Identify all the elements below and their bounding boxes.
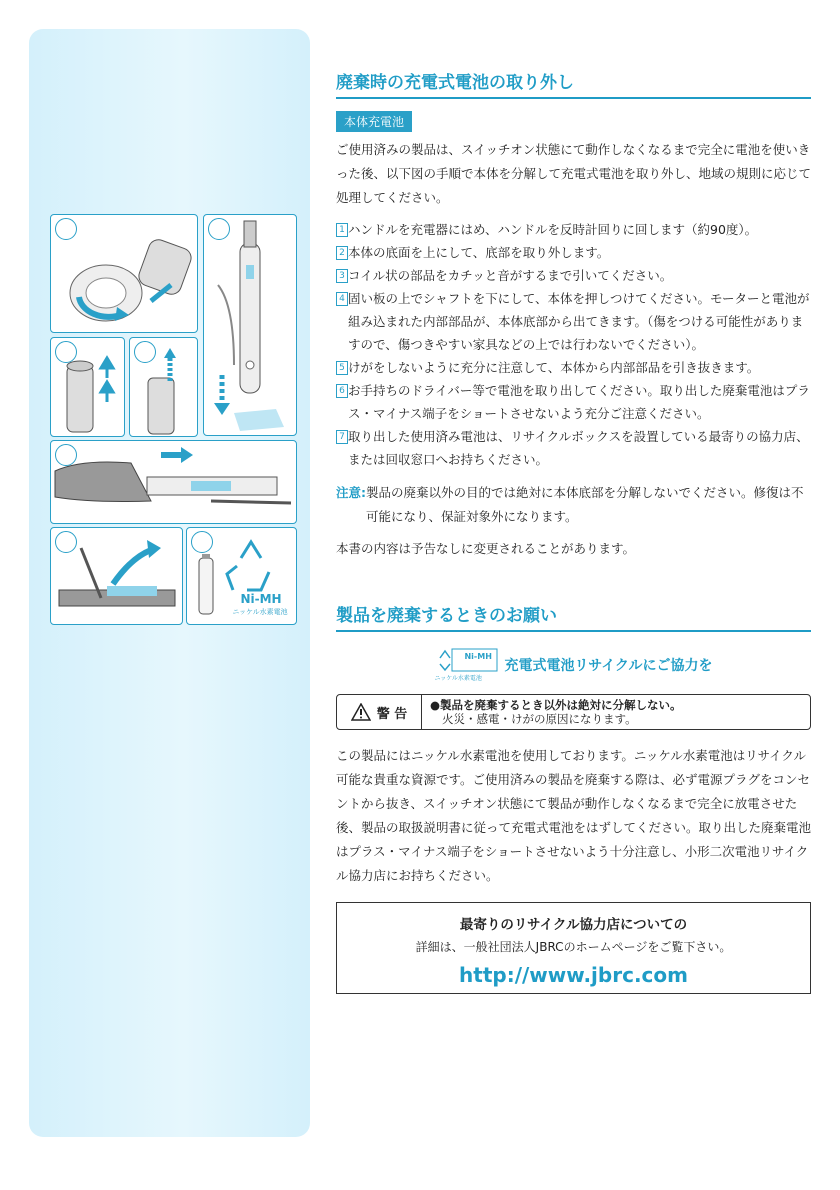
step-number: 5 <box>336 361 348 375</box>
warning-box <box>336 694 811 730</box>
list-item <box>336 264 811 287</box>
info-title: 最寄りのリサイクル協力店についての <box>459 917 688 933</box>
step-text: ハンドルを充電器にはめ、ハンドルを反時計回りに回します（約90度）。 <box>348 222 758 237</box>
step-list <box>336 218 811 471</box>
recycle-text: 充電式電池リサイクルにご協力を <box>504 658 713 674</box>
recycle-icon <box>440 651 450 670</box>
step-number: 1 <box>336 223 348 237</box>
list-item <box>336 425 811 471</box>
intro-paragraph: ご使用済みの製品は、スイッチオン状態にて動作しなくなるまで完全に電池を使いきった後、以下図の手順で本体を分解して充電式電池を取り外し、地域の規則に応じて処理してください。 <box>336 142 812 205</box>
warning-line-2: 火災・感電・けがの原因になります。 <box>442 712 637 726</box>
list-item <box>336 356 811 379</box>
battery-type-sub: ニッケル水素電池 <box>232 608 288 616</box>
press-handle-drawing <box>204 215 296 435</box>
step-number: 2 <box>336 246 348 260</box>
step-text: けがをしないように充分に注意して、本体から内部部品を引き抜きます。 <box>348 360 760 375</box>
caution-note <box>336 481 811 529</box>
warning-line-1: ●製品を廃棄するとき以外は絶対に分解しない。 <box>430 698 682 712</box>
section-title-battery-removal: 廃棄時の充電式電池の取り外し <box>336 68 811 99</box>
warning-header <box>337 695 422 729</box>
remove-battery-drawing <box>51 528 182 624</box>
jbrc-url-link[interactable]: http://www.jbrc.com <box>459 963 688 987</box>
jbrc-info-box <box>336 902 811 994</box>
list-item <box>336 379 811 425</box>
step-illustration-5 <box>50 440 297 524</box>
recycle-mark <box>434 648 498 682</box>
step-number: 6 <box>336 384 348 398</box>
battery-tag: 本体充電池 <box>336 111 412 132</box>
step-text: お手持ちのドライバー等で電池を取り出してください。取り出した廃棄電池はプラス・マイナス端子をショートさせないよう充分ご注意ください。 <box>348 383 810 421</box>
recycle-icon <box>227 542 269 590</box>
recycle-mark-label: Ni-MH <box>464 652 492 661</box>
warning-label: 警 告 <box>376 706 408 722</box>
notice-text: 本書の内容は予告なしに変更されることがあります。 <box>336 541 636 556</box>
info-subtitle: 詳細は、一般社団法人JBRCのホームページをご覧下さい。 <box>415 940 732 954</box>
battery-type-label: Ni-MH <box>240 592 282 606</box>
step-text: 取り出した使用済み電池は、リサイクルボックスを設置している最寄りの協力店、または回収窓口へお持ちください。 <box>348 429 809 467</box>
recycle-banner <box>336 648 811 682</box>
step-text: コイル状の部品をカチッと音がするまで引いてください。 <box>348 268 673 283</box>
step-text: 固い板の上でシャフトを下にして、本体を押しつけてください。モーターと電池が組み込まれた内部部品が、本体底部から出てきます。（傷をつける可能性がありますので、傷つきやすい家具などの上では行わないでください）。 <box>348 291 810 352</box>
step-illustration-4 <box>203 214 297 436</box>
step-number: 7 <box>336 430 348 444</box>
list-item <box>336 218 811 241</box>
step-number: 4 <box>336 292 348 306</box>
remove-base-drawing <box>51 338 124 436</box>
step-number: 3 <box>336 269 348 283</box>
main-content <box>336 68 811 994</box>
step-illustration-6 <box>50 527 183 625</box>
warning-triangle-icon <box>351 703 371 721</box>
disposal-paragraph: この製品にはニッケル水素電池を使用しております。ニッケル水素電池はリサイクル可能な貴重な資源です。ご使用済みの製品を廃棄する際は、必ず電源プラグをコンセントから抜き、スイッチオン状態にて製品が動作しなくなるまで完全に放電させた後、製品の取扱説明書に従って充電式電池をはずしてください。取り出した廃棄電池はプラス・マイナス端子をショートさせないよう十分注意し、小形二次電池リサイクル協力店にお持ちください。 <box>336 748 812 883</box>
step-text: 本体の底面を上にして、底部を取り外します。 <box>348 245 610 260</box>
step-illustration-2 <box>50 337 125 437</box>
list-item <box>336 287 811 356</box>
step-illustration-7 <box>186 527 297 625</box>
recycle-mark-sub: ニッケル水素電池 <box>434 675 482 682</box>
list-item <box>336 241 811 264</box>
charger-rotate-drawing <box>51 215 197 332</box>
step-illustration-1 <box>50 214 198 333</box>
pull-coil-drawing <box>130 338 197 436</box>
caution-text: 製品の廃棄以外の目的では絶対に本体底部を分解しないでください。修復は不可能になり、保証対象外になります。 <box>366 485 804 524</box>
caution-label: 注意: <box>336 485 366 500</box>
step-illustration-3 <box>129 337 198 437</box>
warning-content <box>422 695 690 729</box>
section-title-disposal: 製品を廃棄するときのお願い <box>336 601 811 632</box>
pull-inner-parts-drawing <box>51 441 296 523</box>
